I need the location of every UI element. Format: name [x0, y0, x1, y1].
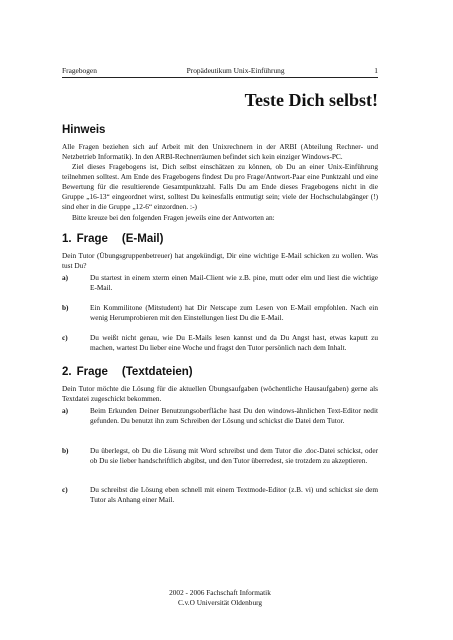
answer-letter: a) [62, 406, 69, 415]
answer-text: Du startest in einem xterm einen Mail-Client wie z.B. pine, mutt oder elm und liest die wichtige E-Mail. [90, 273, 378, 293]
question-1-intro: Dein Tutor (Übungsgruppenbetreuer) hat angekündigt, Dir eine wichtige E-Mail schicken zu wollen. Was tust Du? [62, 251, 378, 271]
answer-letter: c) [62, 333, 68, 342]
hinweis-paragraph-2: Ziel dieses Fragebogens ist, Dich selbst einschätzen zu können, ob Du an einer Unix-Einführung teilnehmen solltest. Am Ende des Fragebogens findest Du pro Frage/Antwort-Paar eine Punktzahl und eine Bewertung für die resultierende Gesamtpunktzahl. Falls Du am Ende dieses Fragebogens nicht in die Gruppe „16-13“ eingeordnet wirst, solltest Du keinesfalls entmutigt sein; viele der Hochschulabgänger (!) sind eher in die Gruppe „12-6“ einzordnen. :-) [62, 162, 378, 212]
question-1-heading [62, 233, 163, 246]
question-1-topic: (E-Mail) [121, 233, 164, 245]
question-1-answer-b[interactable] [62, 303, 378, 323]
running-header [62, 66, 378, 75]
question-1-answer-a[interactable] [62, 273, 378, 293]
answer-text: Ein Kommilitone (Mitstudent) hat Dir Netscape zum Lesen von E-Mail empfohlen. Nach ein wenig Herumprobieren mit den Einstellungen liest Du die E-Mail. [90, 303, 378, 323]
answer-text: Du überlegst, ob Du die Lösung mit Word schreibst und dem Tutor die .doc-Datei schickst, oder ob Du sie lieber handschriftlich abgibst, und den Tutor überredest, sie trotzdem zu akzeptieren. [90, 446, 378, 466]
question-2-heading [62, 366, 193, 379]
answer-letter: b) [62, 303, 69, 312]
hinweis-heading: Hinweis [62, 124, 106, 136]
page-footer [62, 588, 378, 608]
question-2-answer-b[interactable] [62, 446, 378, 466]
question-2-intro: Dein Tutor möchte die Lösung für die aktuellen Übungsaufgaben (wöchentliche Hausaufgaben) gerne als Textdatei zugeschickt bekommen. [62, 384, 378, 404]
question-2-topic: (Textdateien) [121, 366, 193, 378]
answer-letter: a) [62, 273, 69, 282]
header-left: Fragebogen [62, 66, 97, 75]
footer-line-2: C.v.O Universität Oldenburg [177, 598, 263, 608]
answer-text: Beim Erkunden Deiner Benutzungsoberfläche hast Du den windows-ähnlichen Text-Editor nedit gefunden. Du benutzt ihn zum Schreiben der Lösung und schickst die Datei dem Tutor. [90, 406, 378, 426]
header-center: Propädeutikum Unix-Einführung [186, 66, 285, 75]
page-number: 1 [374, 66, 378, 75]
hinweis-paragraph-1: Alle Fragen beziehen sich auf Arbeit mit den Unixrechnern in der ARBI (Abteilung Rechner- und Netzbetrieb Informatik). In den ARBI-Rechnerräumen befindet sich kein einziger Windows-PC. [62, 142, 378, 162]
question-1-number: 1. [62, 233, 72, 245]
question-2-answer-a[interactable] [62, 406, 378, 426]
question-2-number: 2. [62, 366, 72, 378]
header-rule [62, 77, 378, 78]
question-1-label: Frage [76, 233, 108, 245]
answer-text: Du schreibst die Lösung eben schnell mit einem Textmode-Editor (z.B. vi) und schickst sie dem Tutor als Anhang einer Mail. [90, 485, 378, 505]
answer-letter: c) [62, 485, 68, 494]
question-2-answer-c[interactable] [62, 485, 378, 505]
question-1-answer-c[interactable] [62, 333, 378, 353]
hinweis-paragraph-3: Bitte kreuze bei den folgenden Fragen jeweils eine der Antworten an: [72, 213, 275, 222]
answer-letter: b) [62, 446, 69, 455]
answer-text: Du weißt nicht genau, wie Du E-Mails lesen kannst und da Du Angst hast, etwas kaputt zu machen, wartest Du lieber eine Woche und fragst den Tutor persönlich nach dem Inhalt. [90, 333, 378, 353]
footer-line-1: 2002 - 2006 Fachschaft Informatik [169, 588, 271, 597]
document-title: Teste Dich selbst! [244, 90, 378, 110]
question-2-label: Frage [76, 366, 108, 378]
